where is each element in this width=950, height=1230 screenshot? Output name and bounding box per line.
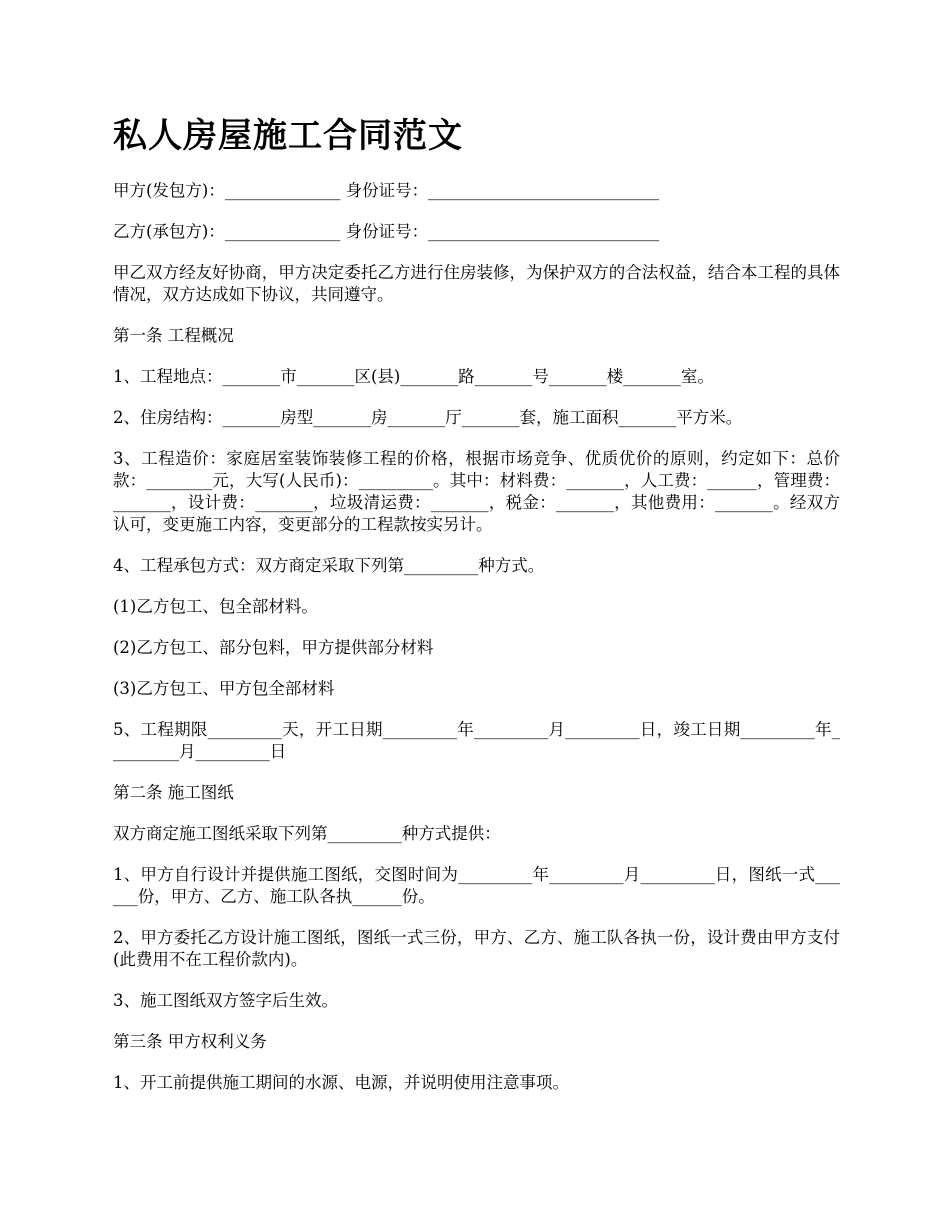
party-a-line: 甲方(发包方)：______________ 身份证号：____________________________ (113, 181, 660, 200)
drawings-intro: 双方商定施工图纸采取下列第_________种方式提供： (113, 824, 501, 843)
option-1: (1)乙方包工、包全部材料。 (113, 597, 318, 616)
clause-structure: 2、住房结构：_______房型_______房_______厅_______套，施工面积_______平方米。 (113, 408, 743, 427)
drawings-clause-2: 2、甲方委托乙方设计施工图纸，图纸一式三份，甲方、乙方、施工队各执一份，设计费由甲方支付(此费用不在工程价款内)。 (113, 928, 840, 969)
option-2: (2)乙方包工、部分包料，甲方提供部分材料 (113, 638, 434, 657)
party-a-duty-1: 1、开工前提供施工期间的水源、电源，并说明使用注意事项。 (113, 1073, 569, 1092)
clause-contract-mode: 4、工程承包方式：双方商定采取下列第_________种方式。 (113, 556, 545, 575)
drawings-clause-3: 3、施工图纸双方签字后生效。 (113, 991, 338, 1010)
article-1-heading: 第一条 工程概况 (113, 326, 234, 345)
document-title: 私人房屋施工合同范文 (113, 116, 463, 156)
document-page (113, 110, 840, 1113)
preamble-paragraph: 甲乙双方经友好协商，甲方决定委托乙方进行住房装修，为保护双方的合法权益，结合本工程的具体情况，双方达成如下协议，共同遵守。 (113, 263, 840, 304)
clause-cost: 3、工程造价：家庭居室装饰装修工程的价格，根据市场竞争、优质优价的原则，约定如下：总价款：________元，大写(人民币)：_________。其中：材料费：_______，人工费：______，管理费：_______，设计费：_______，垃圾清运费：_______，税金：_______，其他费用：_______。经双方认可，变更施工内容，变更部分的工程款按实另计。 (113, 449, 840, 534)
clause-location: 1、工程地点：_______市_______区(县)_______路_______号_______楼_______室。 (113, 367, 714, 386)
clause-schedule: 5、工程期限_________天，开工日期_________年_________月_________日，竣工日期_________年_________月_________日 (113, 720, 840, 761)
drawings-clause-1: 1、甲方自行设计并提供施工图纸，交图时间为_________年_________月_________日，图纸一式______份，甲方、乙方、施工队各执______份。 (113, 865, 840, 906)
party-b-line: 乙方(承包方)：______________ 身份证号：____________________________ (113, 222, 660, 241)
option-3: (3)乙方包工、甲方包全部材料 (113, 679, 335, 698)
article-2-heading: 第二条 施工图纸 (113, 783, 234, 802)
article-3-heading: 第三条 甲方权利义务 (113, 1032, 267, 1051)
